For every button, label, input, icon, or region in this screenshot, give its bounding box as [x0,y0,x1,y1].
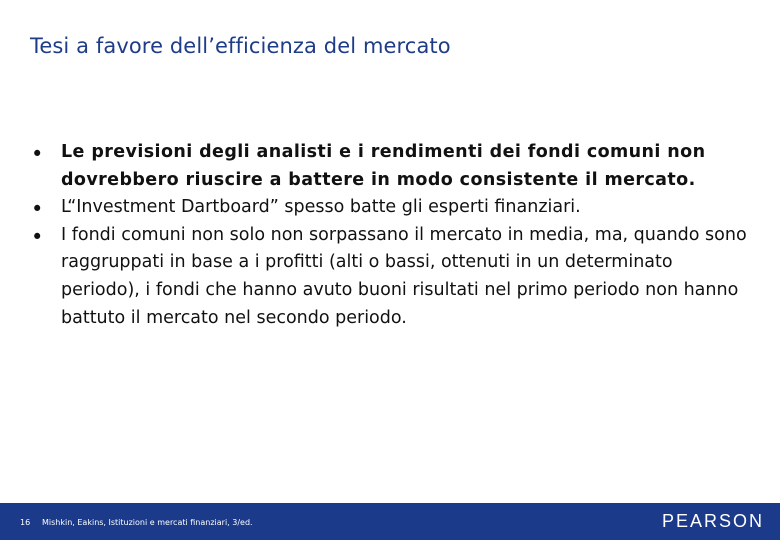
bullet-icon: • [31,197,44,222]
bullet-icon: • [31,142,44,166]
bullet-text: Le previsioni degli analisti e i rendimenti dei fondi comuni non dovrebbero riuscire a battere in modo consistente il mercato. [61,142,706,190]
pearson-logo: PEARSON [661,511,764,531]
bullet-list [31,139,751,332]
bullet-text: L“Investment Dartboard” spesso batte gli esperti finanziari. [61,197,581,218]
footer-citation: Mishkin, Eakins, Istituzioni e mercati finanziari, 3/ed. [42,518,253,527]
page-number: 16 [20,518,31,527]
bullet-item [31,194,751,222]
bullet-item [31,222,751,332]
slide-title: Tesi a favore dell’efficienza del mercato [30,34,451,58]
bullet-icon: • [31,224,44,249]
bullet-item [31,139,751,194]
footer-bar [0,503,780,540]
bullet-text: I fondi comuni non solo non sorpassano il mercato in media, ma, quando sono raggruppati in base a i profitti (alti o bassi, ottenuti in un determinato periodo), i fondi che hanno avuto buoni risultati nel primo periodo non hanno battuto il mercato nel secondo periodo. [61,224,747,328]
